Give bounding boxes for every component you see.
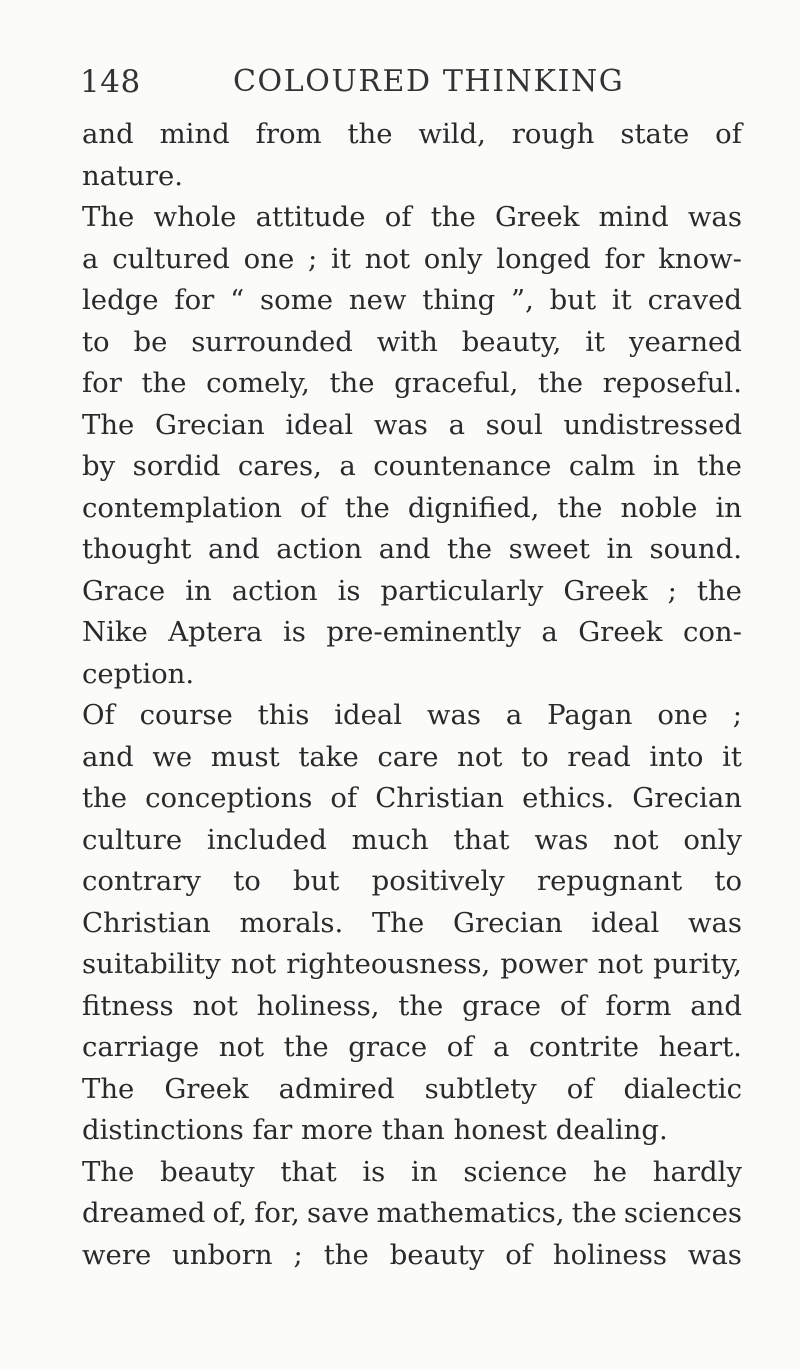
word: of (384, 201, 412, 233)
word: longed (496, 242, 591, 275)
word: included (206, 823, 327, 856)
word: was (687, 201, 742, 233)
word: purity, (653, 948, 742, 980)
word: not (457, 740, 503, 773)
word: only (423, 242, 483, 275)
word: not (597, 948, 643, 980)
word: conceptions (145, 782, 313, 814)
word: state (620, 118, 690, 150)
word: but (293, 865, 340, 897)
word: this (257, 699, 310, 731)
word: Greek (494, 201, 580, 233)
word: comely, (206, 367, 310, 399)
text-line (82, 654, 742, 696)
word: we (152, 740, 193, 773)
word: of (330, 782, 358, 814)
word: calm (568, 450, 636, 482)
word: carriage (82, 1031, 200, 1063)
word: Of (82, 699, 115, 731)
word: craved (647, 284, 742, 316)
word: Grecian (452, 906, 563, 939)
word: ception. (82, 657, 195, 690)
word: attitude (255, 201, 366, 233)
word: positively (371, 865, 505, 897)
word: in (411, 1155, 438, 1188)
word: a (339, 450, 356, 482)
word: know- (658, 242, 742, 275)
word: countenance (373, 450, 552, 482)
word: surrounded (191, 325, 353, 358)
word: and (378, 533, 431, 565)
word: of (715, 118, 742, 150)
page-number: 148 (80, 64, 141, 100)
text-line (82, 612, 742, 654)
text-line (82, 1193, 742, 1235)
word: and (690, 989, 742, 1022)
word: grace (348, 1031, 428, 1063)
word: to (233, 865, 261, 897)
word: a (541, 616, 558, 648)
word: contemplation (82, 491, 282, 524)
word: not (218, 1031, 265, 1063)
word: a (505, 699, 523, 731)
word: the (283, 1031, 329, 1063)
word: Greek (578, 616, 663, 648)
word: in (715, 491, 742, 524)
word: nature. (82, 159, 184, 192)
word: must (210, 740, 280, 773)
word: Christian (375, 782, 504, 814)
text-line (82, 405, 742, 447)
text-line (82, 737, 742, 779)
word: culture (82, 823, 183, 856)
word: in (652, 450, 680, 482)
text-line (82, 446, 742, 488)
word: to (82, 325, 110, 358)
word: admired (278, 1072, 395, 1105)
word: sweet (508, 533, 590, 565)
word: whole (153, 201, 237, 233)
text-line (82, 571, 742, 613)
word: it (331, 242, 351, 275)
word: form (605, 989, 672, 1022)
word: rough (511, 118, 595, 150)
word: graceful, (394, 367, 519, 399)
word: not (192, 989, 238, 1022)
page-header (80, 62, 740, 102)
word: The (371, 906, 425, 939)
text-line (82, 1027, 742, 1069)
word: con- (682, 616, 742, 648)
word: that (453, 823, 510, 856)
word: contrite (529, 1031, 639, 1063)
word: much (351, 823, 429, 856)
word: noble (620, 491, 698, 524)
word: Pagan (547, 699, 633, 731)
word: Nike (82, 616, 148, 648)
word: ledge (82, 284, 159, 316)
word: is (362, 1155, 386, 1188)
word: from (255, 118, 322, 150)
word: ethics. (522, 782, 615, 814)
word: the (696, 574, 742, 607)
body-text (82, 114, 742, 1276)
word: was (687, 1238, 742, 1271)
text-line (82, 363, 742, 405)
text-line (82, 114, 742, 156)
word: of (300, 491, 327, 524)
text-line (82, 529, 742, 571)
word: ideal (334, 699, 403, 731)
word: Christian (82, 906, 211, 939)
word: with (376, 325, 438, 358)
word: care (377, 740, 439, 773)
word: beauty (160, 1155, 255, 1188)
word: reposeful. (602, 367, 742, 399)
text-line (82, 1152, 742, 1194)
word: take (298, 740, 359, 773)
word: than (381, 1114, 445, 1146)
word: thought (82, 533, 192, 565)
word: wild, (418, 118, 486, 150)
word: Greek (563, 574, 648, 607)
word: the (323, 1238, 369, 1271)
word: and (82, 740, 134, 773)
word: he (593, 1155, 628, 1188)
word: repugnant (536, 865, 683, 897)
word: beauty (389, 1238, 485, 1271)
word: the (398, 989, 444, 1022)
text-line (82, 239, 742, 281)
word: Aptera (168, 616, 263, 648)
word: Grace (82, 574, 166, 607)
word: and (207, 533, 260, 565)
word: of (566, 1072, 594, 1105)
text-line (82, 1235, 742, 1277)
word: sordid (132, 450, 221, 482)
text-line (82, 820, 742, 862)
word: undistressed (563, 408, 742, 441)
word: some (260, 284, 334, 316)
word: ; (732, 699, 742, 731)
word: one (657, 699, 708, 731)
word: for (82, 367, 122, 399)
word: of, (212, 1197, 248, 1229)
word: dignified, (407, 491, 540, 524)
word: ; (308, 242, 318, 275)
word: far (252, 1114, 293, 1146)
word: morals. (239, 906, 344, 939)
word: by (82, 450, 116, 482)
word: in (606, 533, 633, 565)
word: read (567, 740, 631, 773)
word: be (133, 325, 168, 358)
word: was (687, 906, 742, 939)
word: cares, (237, 450, 322, 482)
word: more (301, 1114, 374, 1146)
word: the (347, 118, 393, 150)
word: Grecian (632, 782, 742, 814)
word: was (534, 823, 589, 856)
word: dreamed (82, 1197, 206, 1229)
word: hardly (652, 1155, 742, 1188)
word: beauty, (461, 325, 562, 358)
word: for, (254, 1197, 300, 1229)
word: particularly (380, 574, 544, 607)
word: a (82, 242, 99, 275)
word: power (500, 948, 588, 980)
word: a (448, 408, 465, 441)
word: were (82, 1238, 152, 1271)
text-line (82, 903, 742, 945)
word: ideal (591, 906, 660, 939)
word: but (549, 284, 597, 316)
word: the (696, 450, 742, 482)
word: the (141, 367, 187, 399)
word: it (611, 284, 632, 316)
word: action (231, 574, 318, 607)
word: save (306, 1197, 370, 1229)
word: holiness, (256, 989, 380, 1022)
word: of (505, 1238, 532, 1271)
word: that (280, 1155, 337, 1188)
word: was (373, 408, 428, 441)
text-line (82, 1110, 742, 1152)
word: ; (293, 1238, 303, 1271)
text-line (82, 280, 742, 322)
text-line (82, 488, 742, 530)
word: The (82, 408, 135, 441)
word: holiness (552, 1238, 667, 1271)
word: was (426, 699, 481, 731)
word: a (493, 1031, 510, 1063)
word: not (230, 948, 277, 980)
word: dealing. (555, 1114, 668, 1146)
word: and (82, 118, 134, 150)
word: it (585, 325, 606, 358)
word: not (364, 242, 411, 275)
word: in (185, 574, 212, 607)
word: righteousness, (286, 948, 491, 980)
text-line (82, 322, 742, 364)
word: the (329, 367, 375, 399)
word: action (276, 533, 363, 565)
word: yearned (628, 325, 742, 358)
word: contrary (82, 865, 201, 897)
word: the (82, 782, 128, 814)
word: mathematics, (376, 1197, 565, 1229)
word: heart. (658, 1031, 742, 1063)
word: The (82, 201, 135, 233)
word: course (139, 699, 233, 731)
word: only (683, 823, 742, 856)
word: cultured (112, 242, 230, 275)
word: sciences (623, 1197, 742, 1229)
word: one (243, 242, 295, 275)
word: The (82, 1072, 135, 1105)
word: of (559, 989, 587, 1022)
text-line (82, 1069, 742, 1111)
word: of (446, 1031, 474, 1063)
word: unborn (172, 1238, 273, 1271)
word: ideal (285, 408, 354, 441)
word: new (348, 284, 407, 316)
word: fitness (82, 989, 174, 1022)
word: the (447, 533, 493, 565)
word: the (557, 491, 603, 524)
word: the (571, 1197, 617, 1229)
word: suitability (82, 948, 221, 980)
word: Greek (164, 1072, 249, 1105)
word: not (613, 823, 659, 856)
word: soul (485, 408, 543, 441)
word: ”, (511, 284, 534, 316)
word: distinctions (82, 1114, 244, 1146)
word: thing (422, 284, 496, 316)
text-line (82, 197, 742, 239)
text-line (82, 695, 742, 737)
word: “ (230, 284, 245, 316)
word: the (537, 367, 583, 399)
word: the (430, 201, 476, 233)
word: pre-eminently (326, 616, 521, 648)
word: is (337, 574, 361, 607)
text-line (82, 986, 742, 1028)
word: Grecian (154, 408, 265, 441)
word: sound. (649, 533, 742, 565)
word: grace (462, 989, 541, 1022)
word: for (174, 284, 215, 316)
word: mind (598, 201, 669, 233)
word: honest (453, 1114, 547, 1146)
text-line (82, 156, 742, 198)
word: dialectic (623, 1072, 742, 1105)
word: for (604, 242, 645, 275)
word: ; (667, 574, 677, 607)
word: to (521, 740, 549, 773)
word: subtlety (424, 1072, 537, 1105)
text-line (82, 944, 742, 986)
word: science (463, 1155, 568, 1188)
word: is (283, 616, 306, 648)
word: it (722, 740, 742, 773)
running-head: COLOURED THINKING (233, 64, 625, 99)
word: the (344, 491, 390, 524)
word: to (714, 865, 742, 897)
text-line (82, 778, 742, 820)
word: mind (159, 118, 230, 150)
word: The (82, 1155, 135, 1188)
text-line (82, 861, 742, 903)
word: into (649, 740, 704, 773)
